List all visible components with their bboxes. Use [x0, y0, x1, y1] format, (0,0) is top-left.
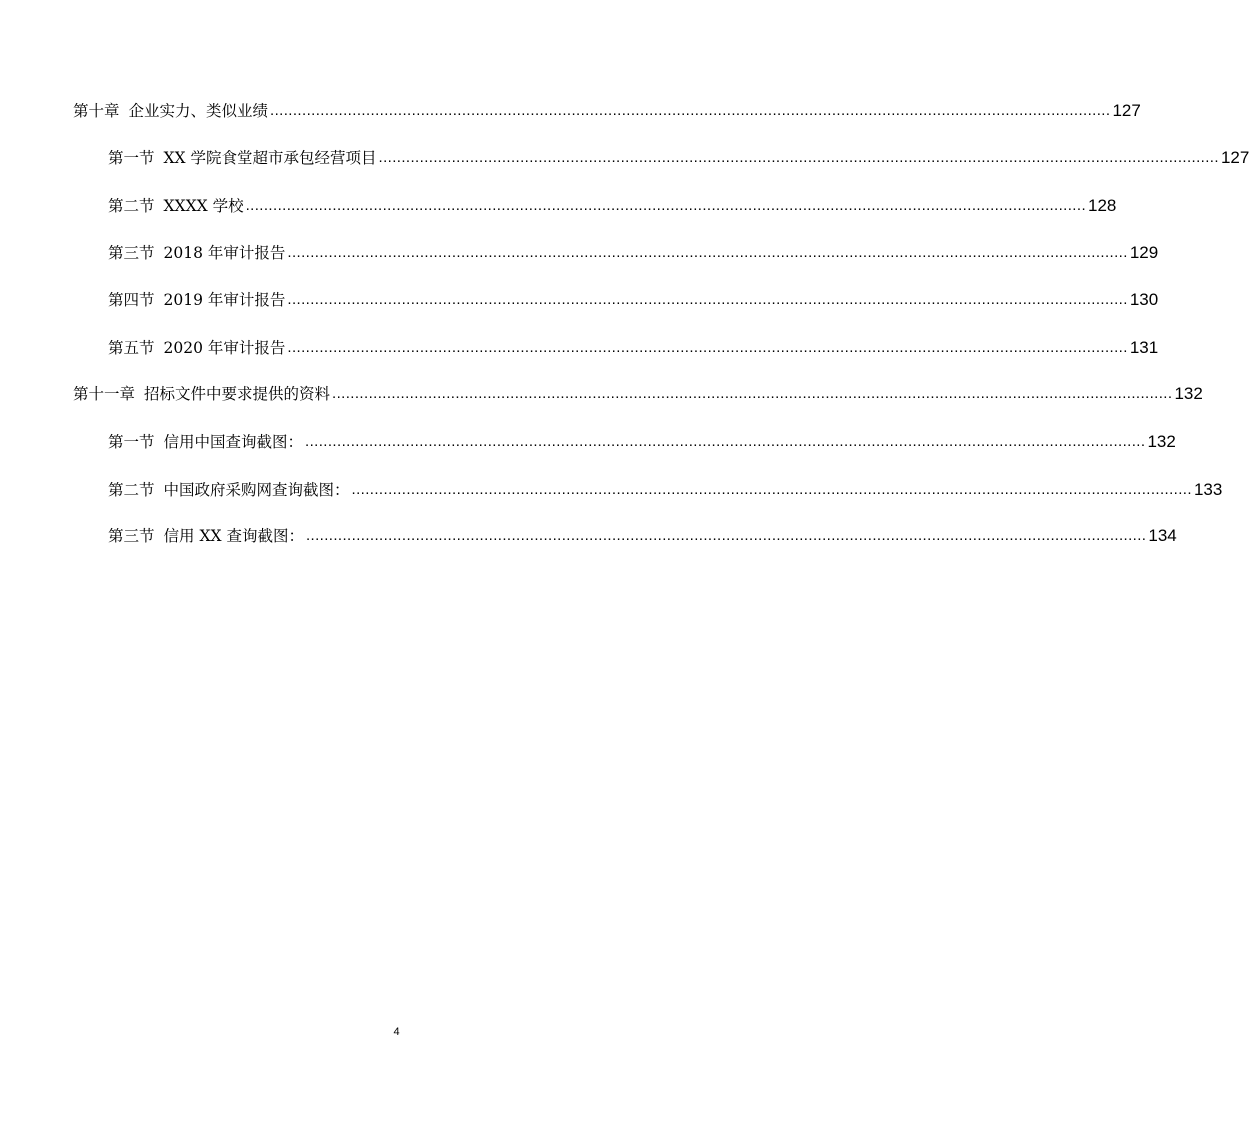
- toc-entry-title: [108, 526, 304, 546]
- toc-entry-label: 第三节: [108, 244, 155, 262]
- toc-entry-label: 第五节: [108, 339, 155, 357]
- toc-entry-text: 2019 年审计报告: [163, 291, 286, 309]
- toc-entry-title: [108, 243, 285, 263]
- toc-entry-page: 132: [1147, 432, 1176, 451]
- dot-leader: ........................................................................................................................................................................................: [305, 433, 1146, 450]
- dot-leader: ........................................................................................................................................................................................: [287, 339, 1128, 356]
- toc-entry-title: [108, 480, 350, 500]
- dot-leader: ........................................................................................................................................................................................: [287, 291, 1128, 308]
- toc-entry-section-10-3[interactable]: [0, 239, 1159, 263]
- toc-entry-title: [108, 290, 285, 310]
- toc-entry-page: 127: [1112, 101, 1141, 120]
- dot-leader: ........................................................................................................................................................................................: [245, 197, 1087, 214]
- toc-entry-label: 第十一章: [73, 385, 136, 403]
- dot-leader: ........................................................................................................................................................................................: [378, 149, 1219, 166]
- dot-leader: ........................................................................................................................................................................................: [305, 527, 1147, 544]
- toc-entry-label: 第二节: [108, 197, 155, 215]
- toc-entry-page: 132: [1174, 384, 1203, 403]
- dot-leader: ........................................................................................................................................................................................: [270, 102, 1111, 119]
- toc-entry-section-10-5[interactable]: [0, 334, 1159, 358]
- toc-entry-label: 第三节: [108, 527, 155, 545]
- toc-entry-section-10-2[interactable]: [0, 192, 1117, 216]
- toc-entry-chapter-10[interactable]: [0, 97, 1141, 121]
- toc-entry-text: 信用中国查询截图：: [163, 433, 304, 451]
- toc-entry-label: 第二节: [108, 481, 155, 499]
- toc-entry-page: 129: [1129, 243, 1159, 262]
- toc-entry-text: 2020 年审计报告: [163, 339, 286, 357]
- toc-entry-label: 第四节: [108, 291, 155, 309]
- toc-entry-page: 127: [1220, 148, 1249, 167]
- toc-entry-title: [108, 148, 377, 168]
- dot-leader: ........................................................................................................................................................................................: [351, 481, 1192, 498]
- toc-entry-title: [73, 384, 330, 404]
- toc-entry-label: 第一节: [108, 433, 155, 451]
- toc-entry-label: 第一节: [108, 149, 155, 167]
- toc-entry-section-11-3[interactable]: [0, 522, 1177, 546]
- toc-entry-section-11-2[interactable]: [0, 476, 1223, 500]
- toc-entry-label: 第十章: [73, 102, 120, 120]
- toc-entry-text: 招标文件中要求提供的资料: [144, 385, 331, 403]
- toc-entry-text: 信用 XX 查询截图：: [163, 527, 304, 545]
- toc-entry-page: 131: [1129, 338, 1159, 357]
- page-number: 4: [393, 1026, 400, 1038]
- toc-entry-page: 134: [1148, 526, 1177, 545]
- toc-entry-section-11-1[interactable]: [0, 428, 1176, 452]
- toc-entry-text: 中国政府采购网查询截图：: [163, 481, 350, 499]
- toc-entry-text: XXXX 学校: [163, 197, 244, 215]
- toc-entry-title: [108, 432, 303, 452]
- toc-entry-section-10-4[interactable]: [0, 286, 1159, 310]
- toc-entry-page: 133: [1193, 480, 1223, 499]
- toc-entry-page: 130: [1129, 290, 1159, 309]
- toc-entry-page: 128: [1088, 196, 1117, 215]
- toc-entry-title: [108, 338, 285, 358]
- toc-entry-section-10-1[interactable]: [0, 144, 1249, 168]
- toc-entry-text: 2018 年审计报告: [163, 244, 286, 262]
- toc-entry-title: [73, 101, 268, 121]
- toc-entry-title: [108, 196, 244, 216]
- dot-leader: ........................................................................................................................................................................................: [332, 385, 1173, 402]
- dot-leader: ........................................................................................................................................................................................: [287, 244, 1128, 261]
- toc-entry-chapter-11[interactable]: [0, 380, 1203, 404]
- toc-entry-text: 企业实力、类似业绩: [128, 102, 269, 120]
- toc-entry-text: XX 学院食堂超市承包经营项目: [163, 149, 377, 167]
